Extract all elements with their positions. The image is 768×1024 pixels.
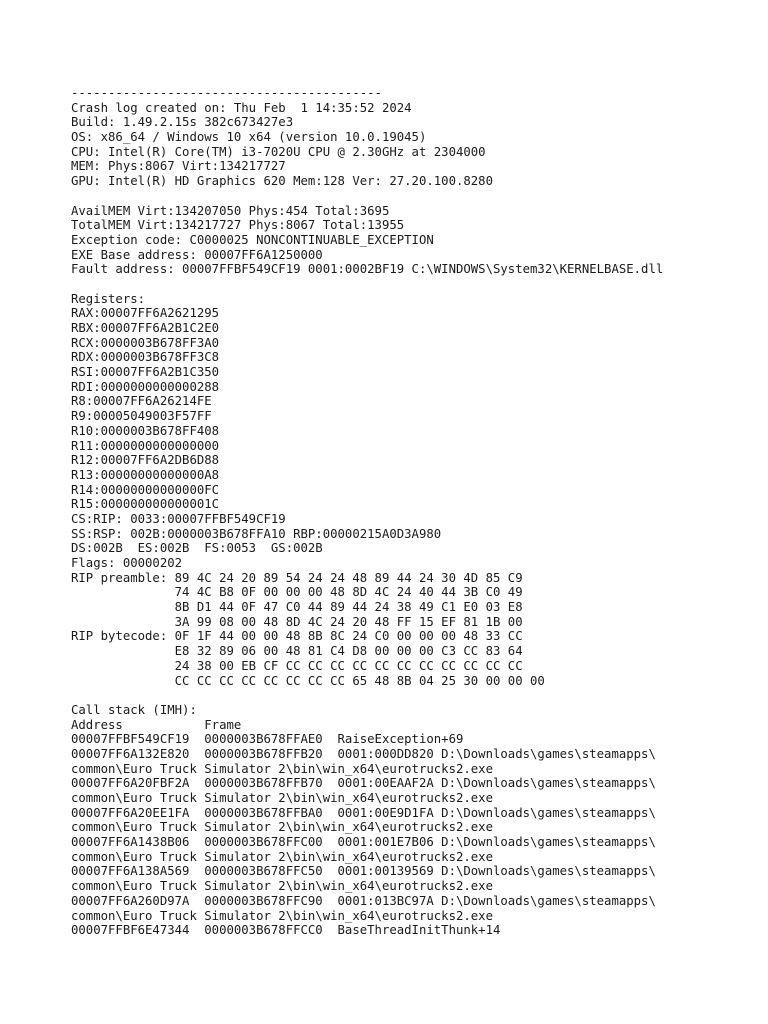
log-line: Fault address: 00007FFBF549CF19 0001:0002BF19 C:\WINDOWS\System32\KERNELBASE.dll <box>71 262 664 277</box>
log-line: EXE Base address: 00007FF6A1250000 <box>71 247 323 262</box>
log-line: 00007FF6A260D97A 0000003B678FFC90 0001:013BC97A D:\Downloads\games\steamapps\ <box>71 893 656 908</box>
crash-log-document <box>71 86 761 938</box>
log-line <box>71 189 761 204</box>
log-line: R14:00000000000000FC <box>71 482 220 497</box>
log-line: 00007FF6A138A569 0000003B678FFC50 0001:00139569 D:\Downloads\games\steamapps\ <box>71 864 656 879</box>
log-line: RIP preamble: 89 4C 24 20 89 54 24 24 48 89 44 24 30 4D 85 C9 <box>71 570 523 585</box>
log-line: TotalMEM Virt:134217727 Phys:8067 Total:13955 <box>71 218 405 233</box>
log-line: Exception code: C0000025 NONCONTINUABLE_EXCEPTION <box>71 232 434 247</box>
log-line: 00007FF6A20FBF2A 0000003B678FFB70 0001:00EAAF2A D:\Downloads\games\steamapps\ <box>71 776 656 791</box>
log-line: Registers: <box>71 291 146 306</box>
log-line: RIP bytecode: 0F 1F 44 00 00 48 8B 8C 24 C0 00 00 00 48 33 CC <box>71 629 523 644</box>
log-line: 8B D1 44 0F 47 C0 44 89 44 24 38 49 C1 E0 03 E8 <box>71 600 523 615</box>
log-line: common\Euro Truck Simulator 2\bin\win_x64\eurotrucks2.exe <box>71 761 493 776</box>
log-line: common\Euro Truck Simulator 2\bin\win_x64\eurotrucks2.exe <box>71 879 493 894</box>
log-line: RDX:0000003B678FF3C8 <box>71 350 220 365</box>
log-line <box>71 688 761 703</box>
log-line: 00007FF6A1438B06 0000003B678FFC00 0001:001E7B06 D:\Downloads\games\steamapps\ <box>71 835 656 850</box>
log-line: R10:0000003B678FF408 <box>71 423 220 438</box>
log-line: ------------------------------------------ <box>71 86 382 100</box>
log-line: common\Euro Truck Simulator 2\bin\win_x64\eurotrucks2.exe <box>71 849 493 864</box>
log-line: RBX:00007FF6A2B1C2E0 <box>71 321 220 335</box>
log-line: CC CC CC CC CC CC CC CC 65 48 8B 04 25 30 00 00 00 <box>71 673 545 688</box>
log-line: 74 4C B8 0F 00 00 00 48 8D 4C 24 40 44 3B C0 49 <box>71 585 523 600</box>
log-line: common\Euro Truck Simulator 2\bin\win_x64\eurotrucks2.exe <box>71 820 493 835</box>
log-line: 00007FF6A20EE1FA 0000003B678FFBA0 0001:00E9D1FA D:\Downloads\games\steamapps\ <box>71 805 656 820</box>
log-line: CPU: Intel(R) Core(TM) i3-7020U CPU @ 2.30GHz at 2304000 <box>71 144 486 159</box>
log-line: Call stack (IMH): <box>71 702 197 717</box>
log-line: 00007FF6A132E820 0000003B678FFB20 0001:000DD820 D:\Downloads\games\steamapps\ <box>71 746 656 761</box>
log-line: OS: x86_64 / Windows 10 x64 (version 10.0.19045) <box>71 130 427 145</box>
log-line: 00007FFBF6E47344 0000003B678FFCC0 BaseThreadInitThunk+14 <box>71 923 501 938</box>
log-line: common\Euro Truck Simulator 2\bin\win_x64\eurotrucks2.exe <box>71 908 493 923</box>
log-line: RSI:00007FF6A2B1C350 <box>71 365 220 380</box>
log-line: Address Frame <box>71 717 242 732</box>
log-line: R13:00000000000000A8 <box>71 467 220 482</box>
log-line: R9:00005049003F57FF <box>71 409 212 424</box>
log-line: E8 32 89 06 00 48 81 C4 D8 00 00 00 C3 CC 83 64 <box>71 644 523 659</box>
log-line: R8:00007FF6A26214FE <box>71 394 212 409</box>
log-line: Crash log created on: Thu Feb 1 14:35:52 2024 <box>71 100 412 115</box>
log-line: AvailMEM Virt:134207050 Phys:454 Total:3695 <box>71 203 390 218</box>
log-line: MEM: Phys:8067 Virt:134217727 <box>71 159 286 174</box>
log-line: Build: 1.49.2.15s 382c673427e3 <box>71 115 294 130</box>
log-line: Flags: 00000202 <box>71 556 183 570</box>
crash-log-lines <box>71 86 761 938</box>
log-line: CS:RIP: 0033:00007FFBF549CF19 <box>71 511 286 526</box>
log-line: R15:000000000000001C <box>71 497 220 512</box>
log-line: 24 38 00 EB CF CC CC CC CC CC CC CC CC CC CC CC <box>71 658 523 673</box>
log-line: 00007FFBF549CF19 0000003B678FFAE0 RaiseException+69 <box>71 732 464 747</box>
log-line: RDI:0000000000000288 <box>71 379 220 394</box>
log-line: RAX:00007FF6A2621295 <box>71 306 220 321</box>
log-line: GPU: Intel(R) HD Graphics 620 Mem:128 Ver: 27.20.100.8280 <box>71 174 493 189</box>
log-line: R12:00007FF6A2DB6D88 <box>71 453 220 468</box>
log-line: common\Euro Truck Simulator 2\bin\win_x64\eurotrucks2.exe <box>71 791 493 805</box>
log-line: 3A 99 08 00 48 8D 4C 24 20 48 FF 15 EF 81 1B 00 <box>71 614 523 629</box>
log-line <box>71 277 761 292</box>
log-line: RCX:0000003B678FF3A0 <box>71 335 220 350</box>
log-line: SS:RSP: 002B:0000003B678FFA10 RBP:00000215A0D3A980 <box>71 526 442 541</box>
log-line: DS:002B ES:002B FS:0053 GS:002B <box>71 541 323 556</box>
log-line: R11:0000000000000000 <box>71 438 220 453</box>
